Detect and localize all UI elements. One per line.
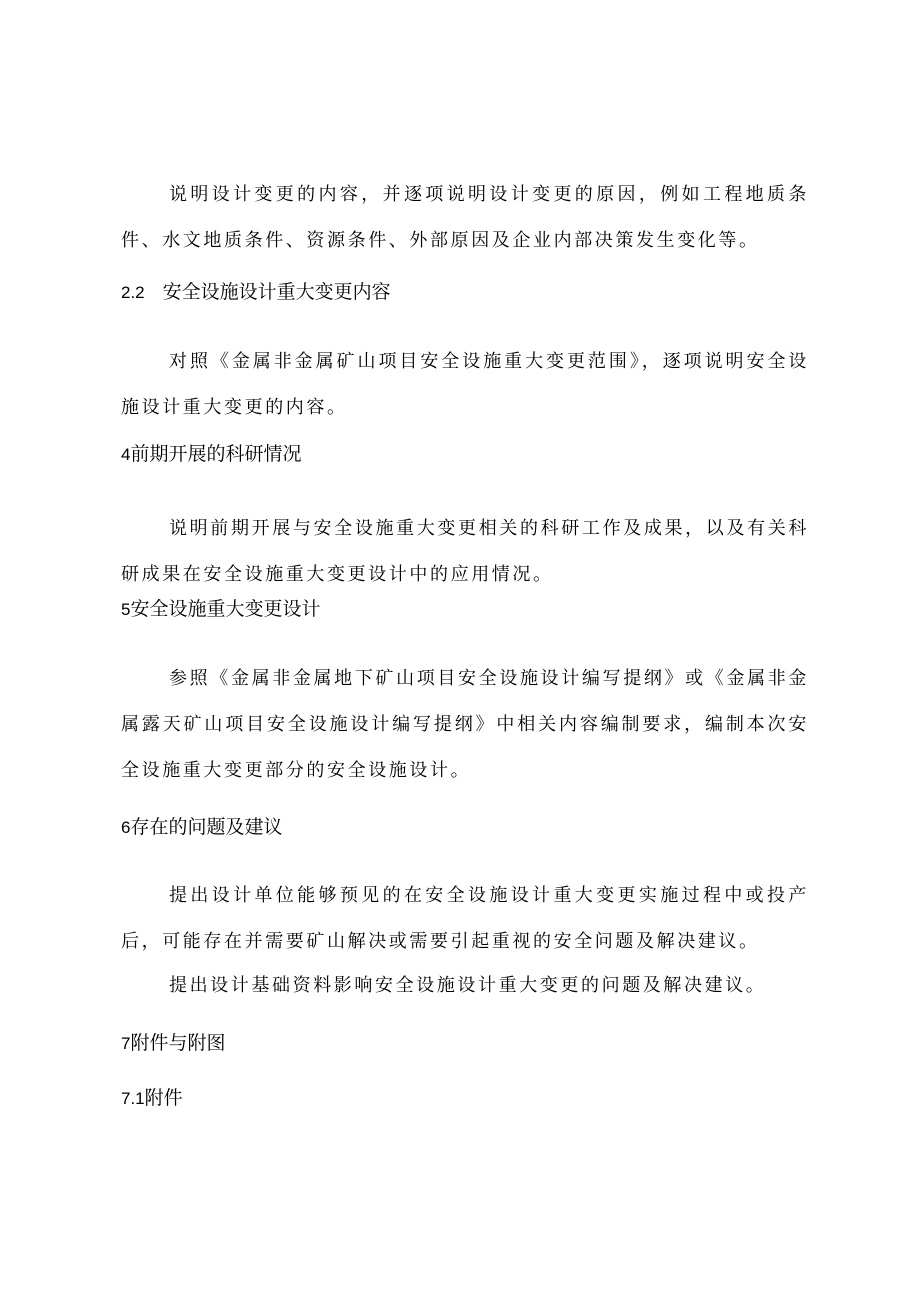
heading-number: 6 — [121, 818, 131, 837]
heading-title: 存在的问题及建议 — [130, 816, 283, 838]
heading-4 — [121, 441, 301, 468]
paragraph-base-data-issues: 提出设计基础资料影响安全设施设计重大变更的问题及解决建议。 — [169, 975, 767, 996]
paragraph-major-change-content: 对照《金属非金属矿山项目安全设施重大变更范围》，逐项说明安全设施设计重大变更的内容。 — [121, 351, 809, 418]
heading-7 — [121, 1030, 225, 1057]
heading-number: 4 — [121, 445, 131, 464]
heading-number: 7 — [121, 1034, 131, 1053]
heading-title: 附件 — [144, 1087, 183, 1109]
paragraph-change-reasons: 说明设计变更的内容，并逐项说明设计变更的原因，例如工程地质条件、水文地质条件、资源条件、外部原因及企业内部决策发生变化等。 — [121, 184, 809, 251]
heading-title: 附件与附图 — [130, 1032, 226, 1054]
heading-title: 前期开展的科研情况 — [130, 443, 302, 465]
heading-5 — [121, 596, 320, 623]
heading-7-1 — [121, 1085, 183, 1112]
heading-2-2 — [121, 279, 391, 306]
heading-title: 安全设施设计重大变更内容 — [162, 281, 391, 303]
heading-number: 7.1 — [121, 1089, 145, 1108]
heading-number: 2.2 — [121, 283, 145, 302]
heading-number: 5 — [121, 600, 131, 619]
paragraph-foreseeable-issues: 提出设计单位能够预见的在安全设施设计重大变更实施过程中或投产后，可能存在并需要矿山解决或需要引起重视的安全问题及解决建议。 — [121, 885, 809, 952]
paragraph-research: 说明前期开展与安全设施重大变更相关的科研工作及成果，以及有关科研成果在安全设施重大变更设计中的应用情况。 — [121, 518, 809, 585]
heading-title: 安全设施重大变更设计 — [130, 598, 321, 620]
paragraph-design-reference: 参照《金属非金属地下矿山项目安全设施设计编写提纲》或《金属非金属露天矿山项目安全设施设计编写提纲》中相关内容编制要求，编制本次安全设施重大变更部分的安全设施设计。 — [121, 668, 809, 781]
heading-6 — [121, 814, 282, 841]
